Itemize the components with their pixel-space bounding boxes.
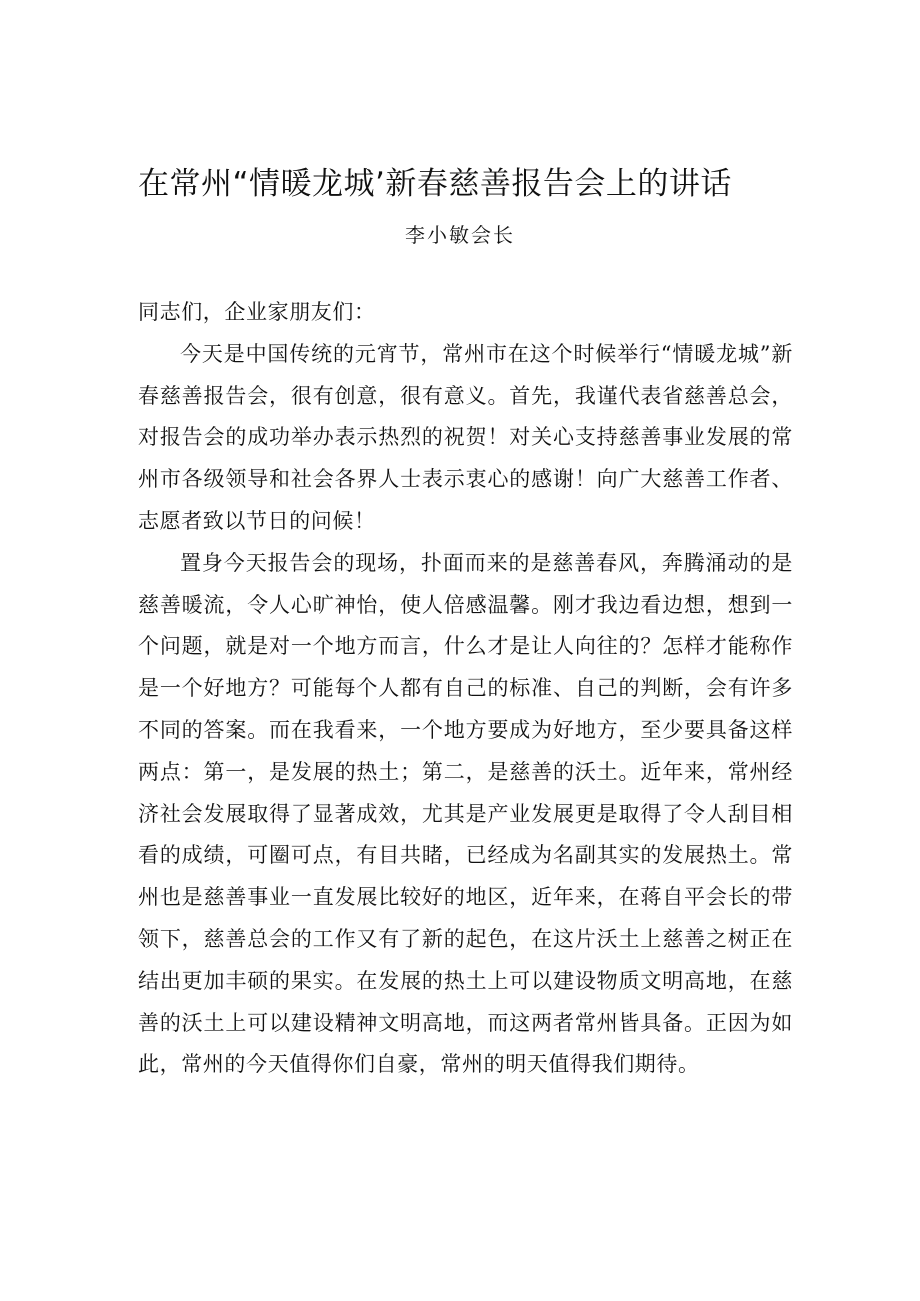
paragraph-1: 今天是中国传统的元宵节，常州市在这个时候举行“情暖龙城”新春慈善报告会，很有创意，很有意义。首先，我谨代表省慈善总会，对报告会的成功举办表示热烈的祝贺！对关心支持慈善事业发展的常州市各级领导和社会各界人士表示衷心的感谢！向广大慈善工作者、志愿者致以节日的问候！ [138, 341, 793, 533]
salutation: 同志们，企业家朋友们： [138, 300, 376, 324]
paragraph-2: 置身今天报告会的现场，扑面而来的是慈善春风，奔腾涌动的是慈善暖流，令人心旷神怡，使人倍感温馨。刚才我边看边想，想到一个问题，就是对一个地方而言，什么才是让人向往的？怎样才能称作是一个好地方？可能每个人都有自己的标准、自己的判断，会有许多不同的答案。而在我看来，一个地方要成为好地方，至少要具备这样两点：第一，是发展的热土；第二，是慈善的沃土。近年来，常州经济社会发展取得了显著成效，尤其是产业发展更是取得了令人刮目相看的成绩，可圈可点，有目共睹，已经成为名副其实的发展热土。常州也是慈善事业一直发展比较好的地区，近年来，在蒋自平会长的带领下，慈善总会的工作又有了新的起色，在这片沃土上慈善之树正在结出更加丰硕的果实。在发展的热土上可以建设物质文明高地，在慈善的沃土上可以建设精神文明高地，而这两者常州皆具备。正因为如此，常州的今天值得你们自豪，常州的明天值得我们期待。 [138, 550, 793, 1077]
document-author: 李小敏会长 [405, 223, 515, 247]
document-body [138, 292, 793, 1086]
document-title: 在常州“情暖龙城’新春慈善报告会上的讲话 [138, 166, 732, 202]
